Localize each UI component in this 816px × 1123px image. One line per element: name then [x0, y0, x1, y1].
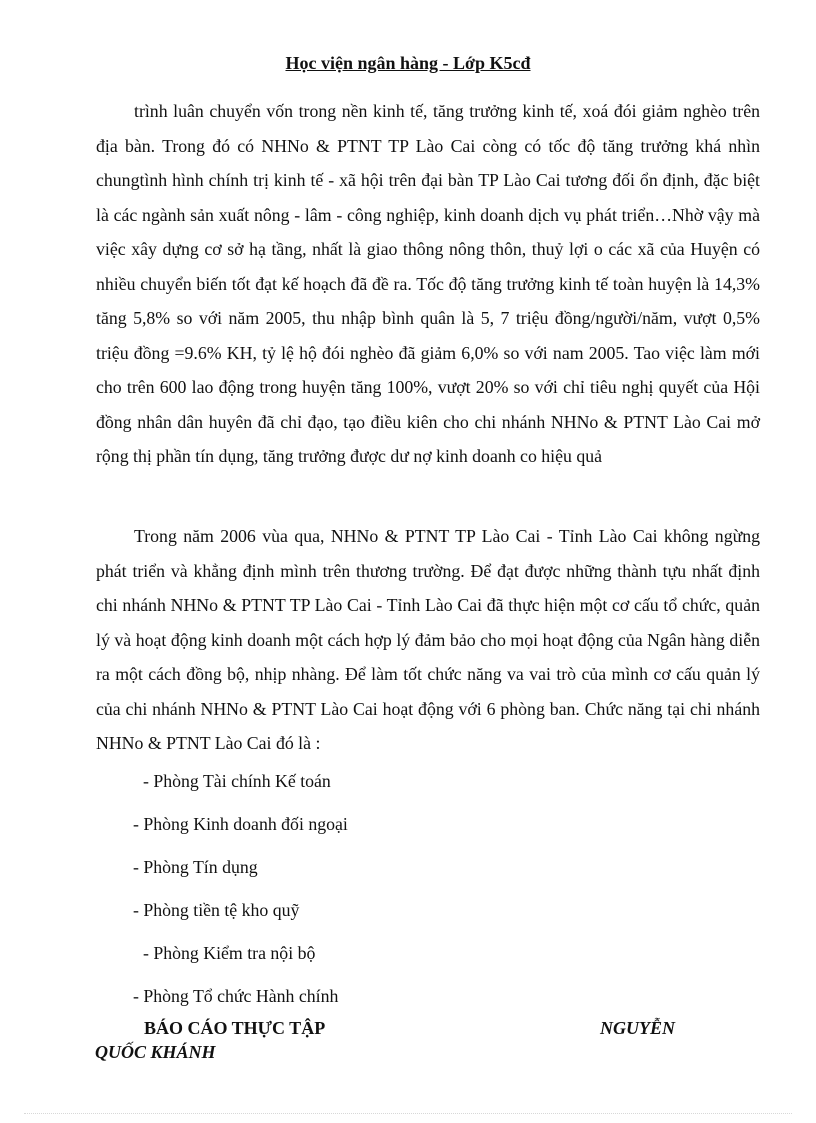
- paragraph-organization: Trong năm 2006 vùa qua, NHNo & PTNT TP Lào Cai - Tỉnh Lào Cai không ngừng phát triển và khẳng định mình trên thương trường. Để đạt được những thành tựu nhất định chi nhánh NHNo & PTNT TP Lào Cai - Tỉnh Lào Cai đã thực hiện một cơ cấu tổ chức, quản lý và hoạt động kinh doanh một cách hợp lý đảm bảo cho mọi hoạt động của Ngân hàng diễn ra một cách đồng bộ, nhịp nhàng. Để làm tốt chức năng va vai trò của mình cơ cấu quản lý của chi nhánh NHNo & PTNT Lào Cai hoạt động với 6 phòng ban. Chức năng tại chi nhánh NHNo & PTNT Lào Cai đó là :: [96, 526, 760, 753]
- department-item: - Phòng Tổ chức Hành chính: [133, 986, 339, 1006]
- footer-author-line2: QUỐC KHÁNH: [95, 1042, 216, 1062]
- department-item: - Phòng Kinh doanh đối ngoại: [133, 814, 348, 834]
- page-header: [0, 51, 816, 75]
- department-item: - Phòng tiền tệ kho quỹ: [133, 900, 300, 920]
- footer-author-line1: NGUYỄN: [600, 1018, 675, 1038]
- header-title: Học viện ngân hàng - Lớp K5cđ: [285, 53, 531, 73]
- department-item: - Phòng Tài chính Kế toán: [143, 771, 331, 791]
- page-bottom-divider: [24, 1113, 792, 1114]
- department-item: - Phòng Kiểm tra nội bộ: [143, 943, 316, 963]
- department-item: - Phòng Tín dụng: [133, 857, 258, 877]
- paragraph-economic-growth: trình luân chuyển vốn trong nền kinh tế, tăng trưởng kinh tế, xoá đói giảm nghèo trên địa bàn. Trong đó có NHNo & PTNT TP Lào Cai còng có tốc độ tăng trưởng khá nhìn chungtình hình chính trị kinh tế - xã hội trên đại bàn TP Lào Cai tương đối ổn định, đặc biệt là các ngành sản xuất nông - lâm - công nghiệp, kinh doanh dịch vụ phát triển…Nhờ vậy mà việc xây dựng cơ sở hạ tầng, nhất là giao thông nông thôn, thuỷ lợi o các xã của Huyện có nhiều chuyển biến tốt đạt kế hoạch đã đề ra. Tốc độ tăng trưởng kinh tế toàn huyện là 14,3% tăng 5,8% so với năm 2005, thu nhập bình quân là 5, 7 triệu đồng/người/năm, vượt 0,5% triệu đồng =9.6% KH, tỷ lệ hộ đói nghèo đã giảm 6,0% so với nam 2005. Tao việc làm mới cho trên 600 lao động trong huyện tăng 100%, vượt 20% so với chỉ tiêu nghị quyết của Hội đồng nhân dân huyên đã chỉ đạo, tạo điều kiên cho chi nhánh NHNo & PTNT Lào Cai mở rộng thị phần tín dụng, tăng trưởng được dư nợ kinh doanh co hiệu quả: [96, 101, 760, 466]
- footer-report-title: BÁO CÁO THỰC TẬP: [144, 1018, 326, 1038]
